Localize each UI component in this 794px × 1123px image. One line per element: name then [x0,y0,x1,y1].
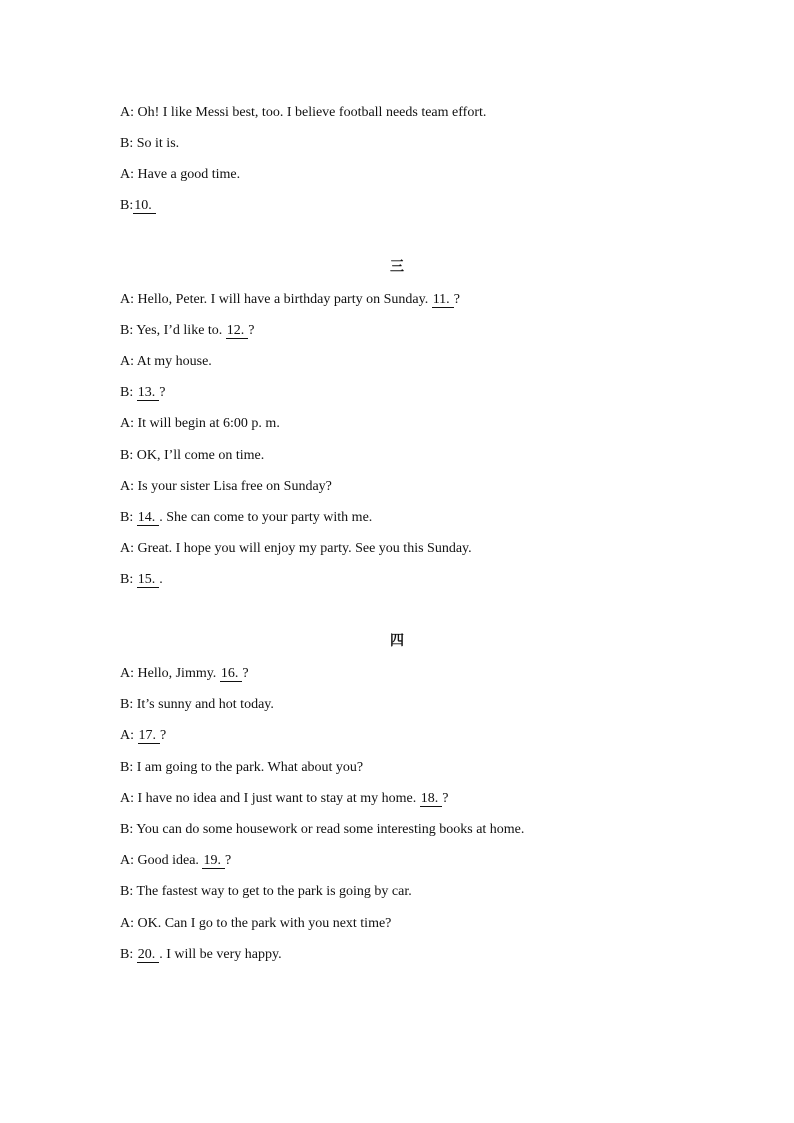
speaker-label: B: [120,697,134,712]
speaker-label: B: [120,947,134,962]
dialogue-line [120,447,264,465]
dialogue-line [120,353,212,371]
line-text: Great. I hope you will enjoy my party. See you this Sunday. [137,541,472,556]
line-text: The fastest way to get to the park is going by car. [136,884,412,899]
dialogue-line [120,727,166,745]
line-text: OK. Can I go to the park with you next time? [137,916,392,931]
line-text-after: ? [159,385,166,400]
dialogue-line [120,821,524,839]
speaker-label: B: [120,884,134,899]
dialogue-line [120,291,460,309]
speaker-label: B: [120,572,134,587]
speaker-label: A: [120,416,134,431]
dialogue-line [120,852,231,870]
line-text: I am going to the park. What about you? [136,760,364,775]
dialogue-line [120,759,363,777]
speaker-label: B: [120,510,134,525]
answer-blank: 10. [133,198,156,214]
answer-blank: 20. [137,947,160,963]
dialogue-line [120,478,332,496]
speaker-label: A: [120,105,134,120]
dialogue-line [120,915,391,933]
line-text: I have no idea and I just want to stay at my home. [137,791,417,806]
line-text-after: ? [224,853,232,868]
line-text-after: . She can come to your party with me. [159,510,373,525]
speaker-label: A: [120,728,134,743]
dialogue-line [120,665,249,683]
line-text: It will begin at 6:00 p. m. [137,416,280,431]
line-text-after: ? [442,791,449,806]
speaker-label: B: [120,448,134,463]
speaker-label: A: [120,167,134,182]
line-text: Oh! I like Messi best, too. I believe football needs team effort. [137,105,487,120]
answer-blank: 18. [420,791,443,807]
line-text: Hello, Jimmy. [137,666,217,681]
line-text: Yes, I’d like to. [136,323,223,338]
line-text: At my house. [136,354,212,369]
answer-blank: 17. [138,728,161,744]
line-text: Hello, Peter. I will have a birthday party on Sunday. [137,292,429,307]
answer-blank: 12. [226,323,249,339]
speaker-label: A: [120,666,134,681]
line-text-after: . I will be very happy. [159,947,282,962]
answer-blank: 15. [137,572,160,588]
speaker-label: A: [120,292,134,307]
dialogue-line [120,104,486,122]
dialogue-line [120,135,179,153]
dialogue-line [120,415,280,433]
line-text: You can do some housework or read some interesting books at home. [136,822,525,837]
dialogue-line [120,696,274,714]
dialogue-line [120,571,163,589]
dialogue-line [120,946,282,964]
line-text-after: ? [248,323,255,338]
dialogue-line [120,322,255,340]
section-heading: 三 [390,260,404,275]
section-heading: 四 [390,634,404,649]
speaker-label: B: [120,385,134,400]
speaker-label: B: [120,136,134,151]
answer-blank: 11. [432,292,454,308]
dialogue-line [120,384,165,402]
line-text: It’s sunny and hot today. [136,697,274,712]
answer-blank: 13. [137,385,160,401]
line-text-after: ? [453,292,460,307]
speaker-label: A: [120,791,134,806]
answer-blank: 16. [220,666,243,682]
speaker-label: B: [120,760,134,775]
line-text: So it is. [136,136,180,151]
speaker-label: B: [120,822,134,837]
dialogue-line [120,166,240,184]
line-text-after: . [159,572,163,587]
dialogue-line [120,540,472,558]
speaker-label: A: [120,541,134,556]
answer-blank: 14. [137,510,160,526]
answer-blank: 19. [202,853,225,869]
line-text: Good idea. [137,853,199,868]
speaker-label: B: [120,323,134,338]
speaker-label: A: [120,853,134,868]
speaker-label: A: [120,916,134,931]
dialogue-line [120,197,156,215]
dialogue-line [120,790,448,808]
dialogue-line [120,509,372,527]
speaker-label: A: [120,479,134,494]
line-text-after: ? [242,666,249,681]
line-text: Is your sister Lisa free on Sunday? [137,479,332,494]
dialogue-line [120,883,412,901]
line-text: OK, I’ll come on time. [136,448,265,463]
speaker-label: B: [120,198,134,213]
line-text: Have a good time. [137,167,241,182]
line-text-after: ? [160,728,167,743]
speaker-label: A: [120,354,134,369]
